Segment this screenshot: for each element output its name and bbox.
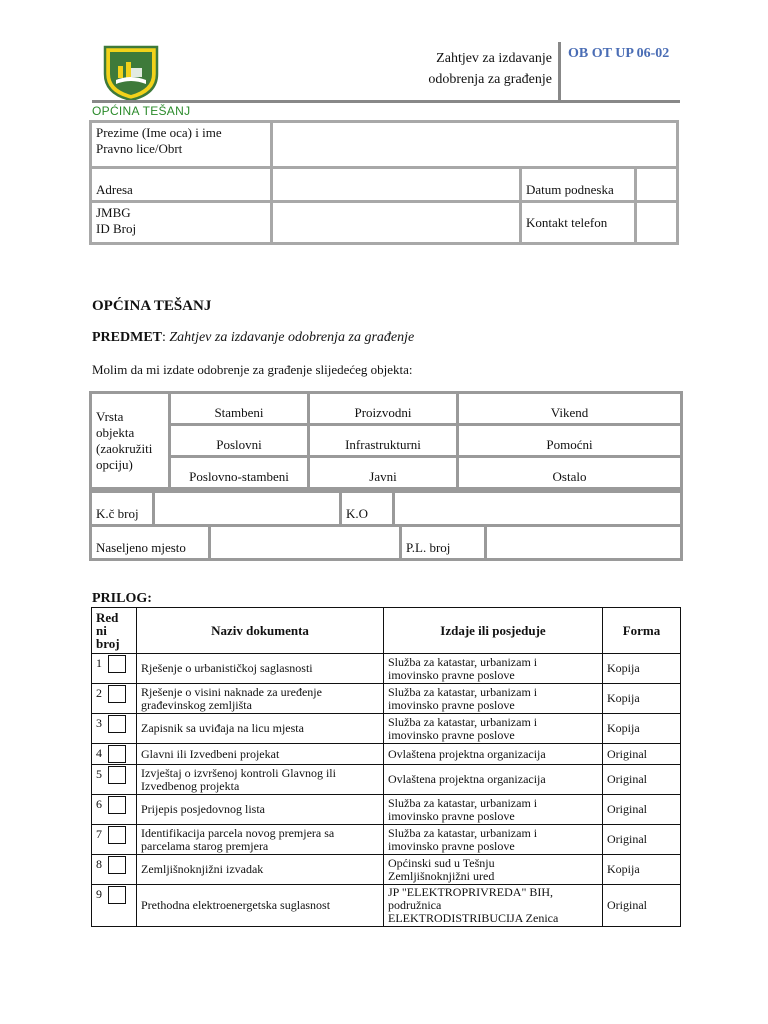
attachments-table <box>91 607 681 927</box>
kc-label: K.č broj <box>91 492 154 526</box>
table-row <box>92 714 681 744</box>
option-javni[interactable]: Javni <box>309 457 458 489</box>
row-number: 8 <box>92 855 137 885</box>
attachment-checkbox[interactable] <box>108 685 126 703</box>
document-form: Original <box>603 885 681 927</box>
header-divider <box>558 42 561 102</box>
option-ostalo[interactable]: Ostalo <box>458 457 682 489</box>
option-stambeni[interactable]: Stambeni <box>170 393 309 425</box>
document-name: Rješenje o urbanističkoj saglasnosti <box>137 654 384 684</box>
header-rule <box>92 100 680 103</box>
ko-label: K.O <box>341 492 394 526</box>
place-label: Naseljeno mjesto <box>91 526 210 560</box>
document-issuer: Ovlaštena projektna organizacija <box>384 744 603 765</box>
row-number: 6 <box>92 795 137 825</box>
document-form: Kopija <box>603 654 681 684</box>
document-issuer: Služba za katastar, urbanizam i imovinsko pravne poslove <box>384 714 603 744</box>
id-field[interactable] <box>272 202 521 244</box>
option-infrastrukturni[interactable]: Infrastrukturni <box>309 425 458 457</box>
parcel-table <box>89 490 683 527</box>
col-header-num: Red ni broj <box>92 608 137 654</box>
attachment-checkbox[interactable] <box>108 655 126 673</box>
document-issuer: Ovlaštena projektna organizacija <box>384 765 603 795</box>
recipient-municipality: OPĆINA TEŠANJ <box>92 298 212 314</box>
document-name: Zapisnik sa uviđaja na licu mjesta <box>137 714 384 744</box>
document-form: Original <box>603 825 681 855</box>
document-issuer: Općinski sud u Tešnju Zemljišnoknjižni ured <box>384 855 603 885</box>
option-proizvodni[interactable]: Proizvodni <box>309 393 458 425</box>
document-name: Izvještaj o izvršenoj kontroli Glavnog ili Izvedbenog projekta <box>137 765 384 795</box>
row-number: 9 <box>92 885 137 927</box>
attachments-title: PRILOG: <box>92 591 152 606</box>
location-table <box>89 524 683 561</box>
attachment-checkbox[interactable] <box>108 826 126 844</box>
col-header-name: Naziv dokumenta <box>137 608 384 654</box>
pl-label: P.L. broj <box>401 526 486 560</box>
document-issuer: Služba za katastar, urbanizam i imovinsko pravne poslove <box>384 825 603 855</box>
option-poslovni[interactable]: Poslovni <box>170 425 309 457</box>
option-vikend[interactable]: Vikend <box>458 393 682 425</box>
document-code: OB OT UP 06-02 <box>568 46 670 61</box>
subject-line: PREDMET: Zahtjev za izdavanje odobrenja za građenje <box>92 330 415 345</box>
document-form: Kopija <box>603 855 681 885</box>
attachment-checkbox[interactable] <box>108 856 126 874</box>
attachment-checkbox[interactable] <box>108 766 126 784</box>
row-number: 7 <box>92 825 137 855</box>
document-form: Original <box>603 765 681 795</box>
table-row <box>92 765 681 795</box>
document-form: Kopija <box>603 714 681 744</box>
table-row <box>92 825 681 855</box>
phone-label: Kontakt telefon <box>521 202 636 244</box>
kc-field[interactable] <box>154 492 341 526</box>
table-row <box>92 855 681 885</box>
document-issuer: Služba za katastar, urbanizam i imovinsko pravne poslove <box>384 654 603 684</box>
row-number: 2 <box>92 684 137 714</box>
attachment-checkbox[interactable] <box>108 796 126 814</box>
name-label: Prezime (Ime oca) i ime Pravno lice/Obrt <box>91 122 272 168</box>
submission-date-field[interactable] <box>636 168 678 202</box>
phone-field[interactable] <box>636 202 678 244</box>
address-field[interactable] <box>272 168 521 202</box>
submission-date-label: Datum podneska <box>521 168 636 202</box>
document-name: Prijepis posjedovnog lista <box>137 795 384 825</box>
document-name: Glavni ili Izvedbeni projekat <box>137 744 384 765</box>
document-issuer: JP "ELEKTROPRIVREDA" BIH, podružnica ELEKTRODISTRIBUCIJA Zenica <box>384 885 603 927</box>
document-form: Original <box>603 795 681 825</box>
attachment-checkbox[interactable] <box>108 886 126 904</box>
pl-field[interactable] <box>486 526 682 560</box>
table-row <box>92 684 681 714</box>
document-name: Rješenje o visini naknade za uređenje građevinskog zemljišta <box>137 684 384 714</box>
name-field[interactable] <box>272 122 678 168</box>
address-label: Adresa <box>91 168 272 202</box>
row-number: 4 <box>92 744 137 765</box>
row-number: 5 <box>92 765 137 795</box>
document-form: Original <box>603 744 681 765</box>
table-row <box>92 654 681 684</box>
document-name: Identifikacija parcela novog premjera sa parcelama starog premjera <box>137 825 384 855</box>
attachment-checkbox[interactable] <box>108 715 126 733</box>
table-row <box>92 744 681 765</box>
id-label: JMBG ID Broj <box>91 202 272 244</box>
attachment-checkbox[interactable] <box>108 745 126 763</box>
document-name: Prethodna elektroenergetska suglasnost <box>137 885 384 927</box>
document-issuer: Služba za katastar, urbanizam i imovinsko pravne poslove <box>384 684 603 714</box>
row-number: 3 <box>92 714 137 744</box>
object-type-table <box>89 391 683 490</box>
document-issuer: Služba za katastar, urbanizam i imovinsko pravne poslove <box>384 795 603 825</box>
municipality-coat-of-arms-icon <box>102 44 160 102</box>
option-pomocni[interactable]: Pomoćni <box>458 425 682 457</box>
document-form: Kopija <box>603 684 681 714</box>
place-field[interactable] <box>210 526 401 560</box>
table-row <box>92 795 681 825</box>
col-header-issuer: Izdaje ili posjeduje <box>384 608 603 654</box>
document-title: Zahtjev za izdavanje odobrenja za građenje <box>428 51 552 87</box>
row-number: 1 <box>92 654 137 684</box>
object-type-label: Vrsta objekta (zaokružiti opciju) <box>91 393 170 489</box>
document-name: Zemljišnoknjižni izvadak <box>137 855 384 885</box>
applicant-table <box>89 120 679 245</box>
request-text: Molim da mi izdate odobrenje za građenje slijedećeg objekta: <box>92 362 413 377</box>
table-row <box>92 885 681 927</box>
ko-field[interactable] <box>394 492 682 526</box>
col-header-form: Forma <box>603 608 681 654</box>
option-poslovno-stambeni[interactable]: Poslovno-stambeni <box>170 457 309 489</box>
municipality-label: OPĆINA TEŠANJ <box>92 104 191 118</box>
